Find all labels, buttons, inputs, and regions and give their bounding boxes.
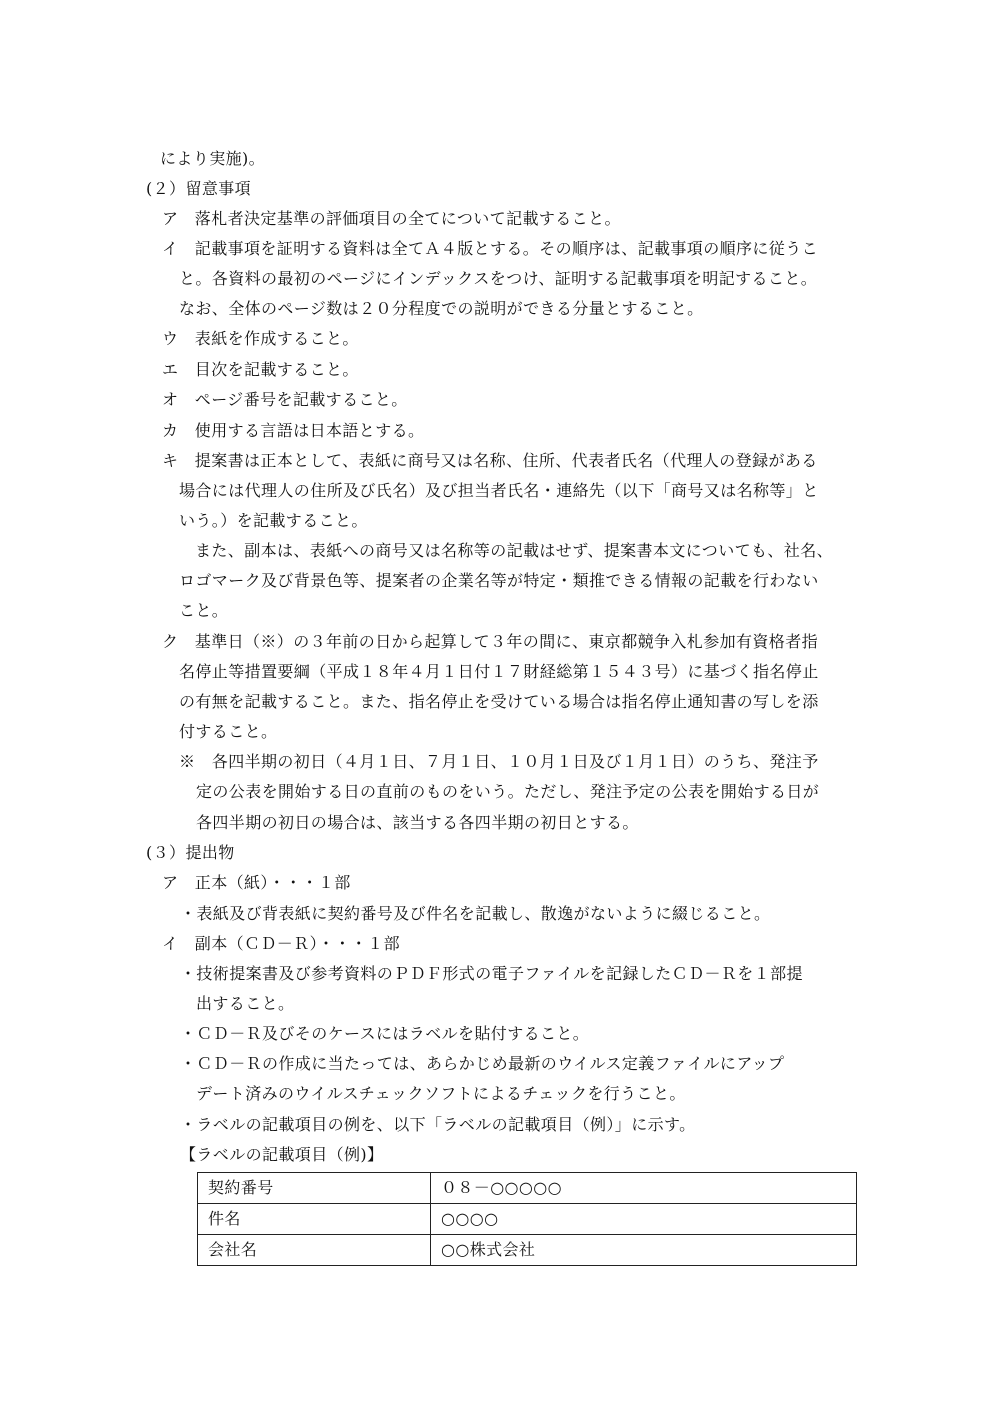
text-line: オ ページ番号を記載すること。 (162, 390, 408, 409)
text-line: こと。 (179, 601, 229, 620)
text-line: イ 副本（ＣＤ－Ｒ）・・・１部 (162, 934, 401, 953)
text-line: 場合には代理人の住所及び氏名）及び担当者氏名・連絡先（以下「商号又は名称等」と (179, 481, 819, 500)
bullet-line: ・技術提案書及び参考資料のＰＤＦ形式の電子ファイルを記録したＣＤ－Ｒを１部提 (180, 964, 803, 983)
text-line: と。各資料の最初のページにインデックスをつけ、証明する記載事項を明記すること。 (179, 269, 818, 288)
table-cell-value: ○○株式会社 (431, 1235, 857, 1266)
note-line: 各四半期の初日の場合は、該当する各四半期の初日とする。 (196, 813, 639, 832)
text-line: の有無を記載すること。また、指名停止を受けている場合は指名停止通知書の写しを添 (179, 692, 819, 711)
table-row (198, 1204, 857, 1235)
text-line: いう。）を記載すること。 (179, 511, 368, 530)
bullet-line: ・ＣＤ－Ｒの作成に当たっては、あらかじめ最新のウイルス定義ファイルにアップ (180, 1054, 785, 1073)
table-cell-value: ○○○○ (431, 1204, 857, 1235)
table-row (198, 1235, 857, 1266)
table-cell-key: 契約番号 (198, 1173, 431, 1204)
bullet-line: ・表紙及び背表紙に契約番号及び件名を記載し、散逸がないように綴じること。 (180, 904, 771, 923)
table-cell-value: ０８－○○○○○ (431, 1173, 857, 1204)
text-line: により実施)。 (160, 149, 266, 168)
note-line: 定の公表を開始する日の直前のものをいう。ただし、発注予定の公表を開始する日が (196, 782, 820, 801)
table-cell-key: 会社名 (198, 1235, 431, 1266)
text-line: ア 正本（紙）・・・１部 (162, 873, 351, 892)
text-line: キ 提案書は正本として、表紙に商号又は名称、住所、代表者氏名（代理人の登録がある (162, 451, 818, 470)
bullet-line: ・ＣＤ－Ｒ及びそのケースにはラベルを貼付すること。 (180, 1024, 590, 1043)
note-line: ※ 各四半期の初日（４月１日、７月１日、１０月１日及び１月１日）のうち、発注予 (179, 752, 819, 771)
text-line: ウ 表紙を作成すること。 (162, 329, 359, 348)
text-line: なお、全体のページ数は２０分程度での説明ができる分量とすること。 (179, 299, 704, 318)
text-line: 付すること。 (179, 722, 278, 741)
text-line: また、副本は、表紙への商号又は名称等の記載はせず、提案書本文についても、社名、 (195, 541, 834, 560)
bullet-line: デート済みのウイルスチェックソフトによるチェックを行うこと。 (196, 1084, 686, 1103)
text-line: ロゴマーク及び背景色等、提案者の企業名等が特定・類推できる情報の記載を行わない (179, 571, 819, 590)
section-heading: (３）提出物 (146, 843, 235, 862)
table-row (198, 1173, 857, 1204)
text-line: ア 落札者決定基準の評価項目の全てについて記載すること。 (162, 209, 621, 228)
table-cell-key: 件名 (198, 1204, 431, 1235)
bullet-line: 出すること。 (196, 994, 295, 1013)
text-line: エ 目次を記載すること。 (162, 360, 359, 379)
text-line: ク 基準日（※）の３年前の日から起算して３年の間に、東京都競争入札参加有資格者指 (162, 632, 819, 651)
label-items-table (197, 1172, 857, 1266)
section-heading: (２）留意事項 (146, 179, 252, 198)
text-line: イ 記載事項を証明する資料は全てＡ４版とする。その順序は、記載事項の順序に従うこ (162, 239, 819, 258)
text-line: カ 使用する言語は日本語とする。 (162, 421, 425, 440)
table-caption: 【ラベルの記載項目（例)】 (180, 1145, 384, 1164)
bullet-line: ・ラベルの記載項目の例を、以下「ラベルの記載項目（例）」に示す。 (180, 1115, 696, 1134)
text-line: 名停止等措置要綱（平成１８年４月１日付１７財経総第１５４３号）に基づく指名停止 (179, 662, 819, 681)
